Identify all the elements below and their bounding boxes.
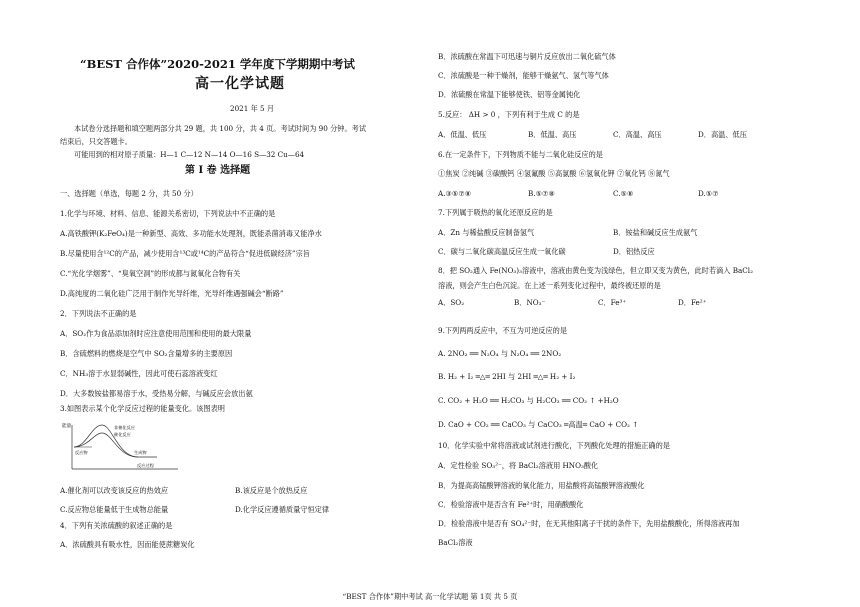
option-line: BaCl₂溶液: [438, 538, 473, 547]
diagram-label: 非催化反应: [114, 425, 135, 430]
option-line: D．铝热反应: [613, 247, 655, 256]
option-line: D．高温、低压: [698, 130, 747, 139]
option-line: B．浓硫酸在常温下可迅速与铜片反应放出二氧化硫气体: [438, 52, 616, 61]
diagram-label: 催化反应: [114, 432, 131, 437]
option-line: C.⑤⑧: [613, 189, 634, 198]
option-line: D. CaO + CO₂ ══ CaCO₃ 与 CaCO₃ ═高温═ CaO + CO₂ ↑: [438, 420, 639, 429]
option-line: A．SO₂作为食品添加剂时应注意使用范围和使用的最大限量: [60, 329, 252, 338]
question-4: 4．下列有关浓硫酸的叙述正确的是: [60, 521, 173, 530]
option-line: B．NO₃⁻: [514, 298, 546, 307]
option-line: B. H₂ + I₂ ═△═ 2HI 与 2HI ═△═ H₂ + I₂: [438, 372, 576, 381]
diagram-label: 生成物: [134, 450, 147, 455]
option-line: A. 2NO₂ ══ N₂O₄ 与 N₂O₄ ══ 2NO₂: [438, 349, 562, 358]
option-line: C.“光化学烟雾”、“臭氧空洞”的形成都与氮氧化合物有关: [60, 269, 241, 278]
diagram-label: 反应过程: [137, 463, 154, 468]
question-9: 9.下列两两反应中，不互为可逆反应的是: [438, 326, 568, 335]
option-line: A．定性检验 SO₃²⁻，将 BaCl₂溶液用 HNO₃酸化: [438, 461, 599, 470]
option-line: A．Zn 与稀盐酸反应制备氢气: [438, 228, 535, 237]
option-line: A.③⑤⑦⑧: [438, 189, 472, 198]
option-line: C．NH₃溶于水显弱碱性，因此可使石蕊溶液变红: [60, 369, 218, 378]
exam-date: 2021 年 5 月: [230, 104, 275, 113]
question-3: 3.如图表示某个化学反应过程的能量变化。该图表明: [60, 404, 225, 413]
option-line: D．检验溶液中是否有 SO₄²⁻时，在无其他阳离子干扰的条件下，先用盐酸酸化，所得溶液再加: [438, 519, 740, 528]
option-line: B.⑤⑦⑧: [528, 189, 555, 198]
option-line: A．SO₂: [438, 298, 465, 307]
option-line: B.尽量使用含¹²C的产品，减少使用含¹³C或¹⁴C的产品符合“促进低碳经济”宗旨: [60, 249, 310, 258]
option-line: A.催化剂可以改变该反应的热效应: [60, 486, 169, 495]
section-intro: 一、选择题（单选，每题 2 分，共 50 分）: [60, 189, 198, 198]
option-line: C．浓硫酸是一种干燥剂，能够干燥氨气、氢气等气体: [438, 71, 609, 80]
option-line: C. CO₂ + H₂O ══ H₂CO₃ 与 H₂CO₃ ══ CO₂ ↑ +H₂O: [438, 396, 619, 405]
diagram-label: 反应物: [75, 450, 88, 455]
energy-diagram: [62, 421, 182, 473]
option-line: A．低温、低压: [438, 130, 487, 139]
exam-title: “BEST 合作体”2020-2021 学年度下学期期中考试: [80, 57, 355, 71]
question-2: 2．下列说法不正确的是: [60, 309, 137, 318]
option-line: C．碳与二氧化碳高温反应生成一氧化碳: [438, 247, 566, 256]
option-line: C．高温、高压: [613, 130, 662, 139]
question-5: 5.反应： ΔH > 0 ，下列有利于生成 C 的是: [438, 110, 580, 119]
option-line: B．为提高高锰酸钾溶液的氧化能力，用盐酸将高锰酸钾溶液酸化: [438, 481, 645, 490]
substance-list: ①焦炭 ②纯碱 ③碳酸钙 ④氢氟酸 ⑤高氯酸 ⑥氢氧化钾 ⑦氧化钙 ⑧氮气: [438, 169, 670, 178]
option-line: D．大多数铵盐都易溶于水，受热易分解，与碱反应会放出氨: [60, 389, 253, 398]
option-line: D.化学反应遵循质量守恒定律: [235, 505, 330, 514]
page-footer: “BEST 合作体”期中考试 高一化学试题 第 1页 共 5 页: [342, 592, 518, 601]
option-line: D．浓硫酸在常温下能够使铁、铝等金属钝化: [438, 90, 581, 99]
option-line: A.高铁酸钾(K₂FeO₄)是一种新型、高效、多功能水处理剂，既能杀菌消毒又能净水: [60, 229, 322, 238]
question-6: 6.在一定条件下，下列物质不能与二氧化硅反应的是: [438, 150, 603, 159]
section-title: 第 Ⅰ 卷 选择题: [185, 165, 251, 176]
option-line: C.反应物总能量低于生成物总能量: [60, 505, 169, 514]
question-8: 8．把 SO₂通入 Fe(NO₃)₃溶液中，溶液由黄色变为浅绿色，但立即又变为黄色，此时若滴入 BaCl₂: [438, 266, 753, 275]
option-line: B．铵盐和碱反应生成氨气: [613, 228, 698, 237]
option-line: C．Fe³⁺: [598, 298, 627, 307]
instruction-line: 可能用到的相对原子质量：H—1 C—12 N—14 O—16 S—32 Cu—64: [74, 150, 305, 159]
question-10: 10．化学实验中常将溶液或试剂进行酸化，下列酸化处理的措施正确的是: [438, 441, 670, 450]
option-line: D．Fe²⁺: [678, 298, 707, 307]
instruction-line: 本试卷分选择题和填空题两部分共 29 题，共 100 分，共 4 页。考试时间为 90 分钟。考试: [74, 124, 367, 133]
diagram-ylabel: 能量: [62, 424, 72, 429]
option-line: B．含硫燃料的燃烧是空气中 SO₂含量增多的主要原因: [60, 349, 233, 358]
question-8-cont: 溶液，则会产生白色沉淀。在上述一系列变化过程中，最终被还原的是: [438, 281, 661, 290]
option-line: B．低温、高压: [528, 130, 577, 139]
option-line: D.高纯度的二氧化硅广泛用于制作光导纤维，光导纤维遇强碱会“断路”: [60, 289, 284, 298]
option-line: D.⑤⑦: [698, 189, 719, 198]
option-line: A．浓硫酸具有吸水性，因而能使蔗糖炭化: [60, 540, 195, 549]
instruction-line: 结束后，只交答题卡。: [60, 137, 132, 146]
option-line: C．检验溶液中是否含有 Fe²⁺时，用硝酸酸化: [438, 500, 584, 509]
paper-subtitle: 高一化学试题: [195, 76, 285, 92]
question-1: 1.化学与环境、材料、信息、能源关系密切，下列说法中不正确的是: [60, 209, 276, 218]
question-7: 7.下列属于吸热的氧化还原反应的是: [438, 208, 553, 217]
option-line: B.该反应是个放热反应: [235, 486, 308, 495]
